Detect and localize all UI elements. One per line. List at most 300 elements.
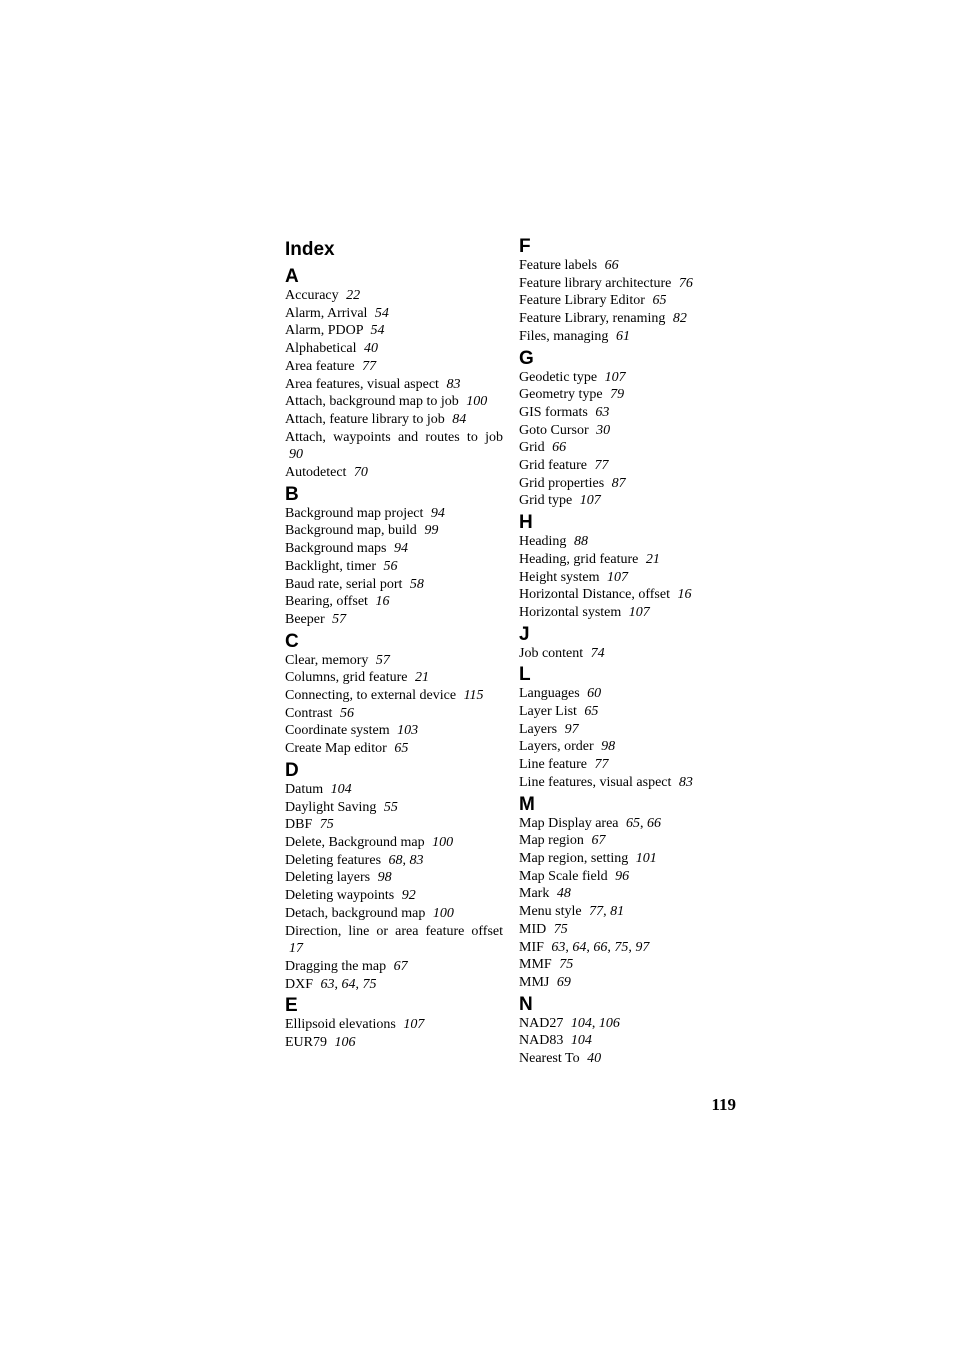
- index-entry: [519, 422, 741, 440]
- index-term: Menu style: [519, 904, 582, 920]
- page-reference[interactable]: 96: [615, 868, 630, 884]
- index-term: Height system: [519, 569, 600, 585]
- index-entry: [285, 905, 503, 923]
- index-entry: [519, 404, 741, 422]
- page-references: 63, 64, 75: [320, 976, 377, 992]
- section-letter: A: [285, 266, 299, 287]
- page-reference[interactable]: 77: [362, 358, 377, 374]
- index-entry: [519, 721, 741, 739]
- page-references: [376, 653, 390, 668]
- index-entry: [519, 756, 741, 774]
- page-reference[interactable]: 30: [596, 422, 611, 438]
- page-reference[interactable]: 65: [394, 741, 409, 757]
- index-term: Attach, waypoints and routes to job: [285, 429, 503, 445]
- index-entry: [285, 393, 503, 411]
- page-references: [362, 359, 376, 374]
- index-entry: [519, 815, 741, 833]
- index-term: Create Map editor: [285, 741, 387, 757]
- index-entry: [519, 604, 741, 622]
- index-entry: [519, 921, 741, 939]
- page-reference[interactable]: 83: [409, 852, 424, 868]
- section-letter: E: [285, 995, 298, 1017]
- index-entry: [285, 887, 503, 905]
- page-reference[interactable]: 107: [628, 604, 650, 620]
- page-reference[interactable]: 57: [332, 611, 347, 627]
- page-reference[interactable]: 67: [393, 958, 408, 974]
- page-references: [452, 412, 466, 427]
- page-references: [587, 1051, 601, 1066]
- index-term: Horizontal system: [519, 604, 622, 620]
- index-term: Deleting waypoints: [285, 888, 395, 904]
- index-term: Layers: [519, 721, 558, 737]
- page-reference[interactable]: 79: [610, 387, 625, 403]
- index-entry: [285, 781, 503, 799]
- page-references: [565, 722, 579, 737]
- page-reference[interactable]: 98: [377, 870, 392, 886]
- page-references: [679, 276, 693, 291]
- page-reference[interactable]: 115: [463, 688, 484, 704]
- index-term: Baud rate, serial port: [285, 576, 403, 592]
- page-reference[interactable]: 54: [374, 305, 389, 321]
- index-entry: [519, 645, 741, 663]
- index-term: Grid: [519, 440, 545, 456]
- section-letter: D: [285, 759, 299, 781]
- page-references: [410, 577, 424, 592]
- index-term: GIS formats: [519, 404, 588, 420]
- index-term: Clear, memory: [285, 652, 369, 668]
- page-references: [364, 341, 378, 356]
- page-references: [431, 506, 445, 521]
- index-column-right: [519, 236, 741, 1068]
- page-reference[interactable]: 75: [559, 957, 574, 973]
- index-entry: [285, 611, 503, 629]
- page-reference[interactable]: 65: [652, 293, 667, 309]
- index-entry: [285, 376, 503, 394]
- page-reference[interactable]: 92: [401, 888, 416, 904]
- page-references: [595, 405, 609, 420]
- page-references: [557, 886, 571, 901]
- index-entry: [519, 956, 741, 974]
- index-entry: [519, 903, 741, 921]
- page-reference[interactable]: 90: [289, 447, 303, 463]
- index-term: Grid feature: [519, 458, 588, 474]
- index-entry: [519, 868, 741, 886]
- page-references: [332, 612, 346, 627]
- index-term: Goto Cursor: [519, 422, 589, 438]
- index-entry: [519, 1032, 741, 1050]
- page-references: [557, 975, 571, 990]
- page-reference[interactable]: 56: [339, 705, 354, 721]
- index-entry: [519, 832, 741, 850]
- page-reference[interactable]: 63: [551, 939, 566, 955]
- index-entry: [285, 687, 503, 705]
- index-entry: [519, 774, 741, 792]
- page-reference[interactable]: 104: [570, 1015, 592, 1031]
- index-entry: [285, 505, 503, 523]
- index-term: Layer List: [519, 704, 577, 720]
- index-entry: [285, 1016, 503, 1034]
- index-entry: [285, 464, 503, 482]
- index-term: Coordinate system: [285, 723, 390, 739]
- page-reference[interactable]: 22: [346, 288, 361, 303]
- page-title: Index: [285, 239, 335, 260]
- page-reference[interactable]: 94: [393, 541, 408, 557]
- page-reference[interactable]: 70: [353, 465, 368, 481]
- index-entry: [519, 275, 741, 293]
- page-reference[interactable]: 97: [635, 939, 650, 955]
- page-reference[interactable]: 107: [403, 1017, 425, 1033]
- page-references: [580, 493, 601, 508]
- index-term: Autodetect: [285, 465, 347, 481]
- index-entry: [285, 1034, 503, 1052]
- page-reference[interactable]: 60: [587, 686, 602, 702]
- page-reference[interactable]: 66: [604, 258, 619, 273]
- index-term: Alarm, PDOP: [285, 323, 364, 339]
- index-term: Alarm, Arrival: [285, 305, 368, 321]
- index-entry: [285, 558, 503, 576]
- index-term: Alphabetical: [285, 341, 357, 357]
- page-reference[interactable]: 40: [364, 341, 379, 357]
- page-reference[interactable]: 48: [556, 886, 571, 902]
- index-term: Layers, order: [519, 739, 594, 755]
- index-term: Contrast: [285, 705, 333, 721]
- page-reference[interactable]: 101: [635, 850, 657, 866]
- page-reference[interactable]: 55: [383, 799, 398, 815]
- index-entry: [519, 569, 741, 587]
- index-term: Map region, setting: [519, 850, 629, 866]
- page-references: [289, 941, 303, 956]
- page-references: [371, 323, 385, 338]
- section-letter: G: [519, 347, 534, 369]
- page-reference[interactable]: 54: [370, 323, 385, 339]
- index-term: Accuracy: [285, 288, 339, 303]
- index-entry: [285, 852, 503, 870]
- index-term: Mark: [519, 886, 550, 902]
- index-entry: [519, 1050, 741, 1068]
- index-entry: [285, 540, 503, 558]
- page-references: [610, 387, 624, 402]
- page-reference[interactable]: 56: [383, 558, 398, 574]
- index-entry: [285, 958, 503, 976]
- page-references: [605, 370, 626, 385]
- page-reference[interactable]: 82: [672, 311, 687, 327]
- page-references: [673, 311, 687, 326]
- index-term: Horizontal Distance, offset: [519, 587, 670, 603]
- page-references: [552, 440, 566, 455]
- page-reference[interactable]: 98: [601, 739, 616, 755]
- page-reference[interactable]: 76: [678, 275, 693, 291]
- index-entry: [285, 305, 503, 323]
- index-term: Dragging the map: [285, 958, 387, 974]
- index-entry: [285, 799, 503, 817]
- index-entry: [519, 533, 741, 551]
- section-letter: L: [519, 664, 531, 686]
- index-term: Nearest To: [519, 1051, 580, 1067]
- index-term: Area features, visual aspect: [285, 376, 439, 392]
- page-reference[interactable]: 40: [587, 1051, 602, 1067]
- page-reference[interactable]: 83: [446, 376, 461, 392]
- page-references: [397, 723, 418, 738]
- index-entry: [285, 869, 503, 887]
- index-term: Feature labels: [519, 258, 598, 273]
- index-term: Datum: [285, 781, 324, 797]
- index-term: Deleting layers: [285, 870, 371, 886]
- page-reference[interactable]: 103: [397, 723, 419, 739]
- index-term: DBF: [285, 817, 313, 833]
- page-reference[interactable]: 107: [607, 569, 628, 585]
- index-entry: [285, 834, 503, 852]
- page-reference[interactable]: 77: [594, 757, 609, 773]
- index-entry: [519, 492, 741, 510]
- page-reference[interactable]: 57: [375, 652, 390, 668]
- page-references: [331, 782, 352, 797]
- page-references: [615, 869, 629, 884]
- page-reference[interactable]: 107: [579, 493, 601, 509]
- page-reference[interactable]: 68: [388, 852, 403, 868]
- section-letter: M: [519, 793, 535, 815]
- page-references: [446, 377, 460, 392]
- index-entry: [519, 369, 741, 387]
- section-letter: C: [285, 630, 299, 652]
- index-entry: [519, 292, 741, 310]
- index-entry: [519, 328, 741, 346]
- page-references: [335, 1035, 356, 1050]
- page-reference[interactable]: 88: [573, 534, 588, 550]
- page-references: [616, 329, 630, 344]
- index-term: Job content: [519, 645, 584, 661]
- page-references: [596, 423, 610, 438]
- page-reference[interactable]: 58: [409, 576, 424, 592]
- page-references: [378, 870, 392, 885]
- page-reference[interactable]: 21: [645, 551, 660, 567]
- page-references: [679, 775, 693, 790]
- section-letter: F: [519, 236, 531, 257]
- index-term: Daylight Saving: [285, 799, 377, 815]
- page-reference[interactable]: 94: [430, 505, 445, 521]
- page-references: [584, 704, 598, 719]
- page-references: [394, 741, 408, 756]
- index-term: Languages: [519, 686, 580, 702]
- page-references: 65, 66: [626, 815, 662, 831]
- page-references: [605, 258, 619, 273]
- page-reference[interactable]: 99: [424, 523, 439, 539]
- index-entry: [519, 257, 741, 275]
- page-references: 104, 106: [570, 1015, 620, 1031]
- page-references: [394, 541, 408, 556]
- page-references: [571, 1033, 592, 1048]
- index-term: Line features, visual aspect: [519, 774, 672, 790]
- index-entry: [285, 576, 503, 594]
- page-reference[interactable]: 87: [611, 475, 626, 491]
- index-term: MID: [519, 921, 547, 937]
- index-term: Ellipsoid elevations: [285, 1017, 396, 1033]
- page-references: [424, 523, 438, 538]
- index-term: Attach, background map to job: [285, 394, 459, 410]
- index-term: Files, managing: [519, 328, 609, 344]
- page-reference[interactable]: 75: [553, 921, 568, 937]
- page-reference[interactable]: 75: [614, 939, 629, 955]
- page-references: [554, 922, 568, 937]
- index-entry: [519, 586, 741, 604]
- page-reference[interactable]: 77: [589, 904, 604, 920]
- index-term: MMF: [519, 957, 552, 973]
- index-term: Background map project: [285, 505, 424, 521]
- index-term: Connecting, to external device: [285, 688, 457, 704]
- index-entry: [285, 976, 503, 994]
- page-references: [402, 888, 416, 903]
- page-references: [646, 552, 660, 567]
- index-entry: [519, 1015, 741, 1033]
- page-reference[interactable]: 81: [610, 904, 625, 920]
- page-reference[interactable]: 66: [552, 440, 567, 456]
- index-term: Deleting features: [285, 852, 382, 868]
- index-term: Heading, grid feature: [519, 551, 639, 567]
- page-reference[interactable]: 75: [319, 817, 334, 833]
- page-references: [652, 293, 666, 308]
- page-references: [415, 670, 429, 685]
- index-column-left: [285, 236, 503, 1052]
- index-entry: [285, 669, 503, 687]
- page-reference[interactable]: 16: [375, 594, 390, 610]
- page-references: [375, 594, 389, 609]
- index-term: Backlight, timer: [285, 558, 376, 574]
- page-number: 119: [711, 1095, 736, 1114]
- index-term: Background map, build: [285, 523, 417, 539]
- page-reference[interactable]: 104: [570, 1033, 592, 1049]
- page-reference[interactable]: 104: [330, 781, 352, 797]
- index-entry: [285, 740, 503, 758]
- index-entry: [285, 429, 503, 464]
- page-references: [384, 800, 398, 815]
- page-reference[interactable]: 65: [626, 815, 641, 831]
- index-entry: [285, 322, 503, 340]
- index-entry: [285, 705, 503, 723]
- index-entry: [519, 974, 741, 992]
- page-reference[interactable]: 107: [604, 369, 626, 385]
- index-term: Feature Library, renaming: [519, 311, 666, 327]
- page-references: [587, 686, 601, 701]
- page-reference[interactable]: 83: [678, 774, 693, 790]
- index-entry: [285, 411, 503, 429]
- page-references: [383, 559, 397, 574]
- index-term: MIF: [519, 939, 544, 955]
- index-entry: [519, 685, 741, 703]
- index-entry: [519, 738, 741, 756]
- page-reference[interactable]: 100: [432, 834, 454, 850]
- page-reference[interactable]: 66: [647, 815, 662, 831]
- index-term: Grid type: [519, 493, 573, 509]
- page-reference[interactable]: 100: [466, 394, 488, 410]
- index-entry: [519, 386, 741, 404]
- index-term: Heading: [519, 534, 567, 550]
- index-term: Direction, line or area feature offset: [285, 923, 503, 939]
- page-reference[interactable]: 106: [334, 1035, 356, 1051]
- page-references: [464, 688, 484, 703]
- page-reference[interactable]: 66: [593, 939, 608, 955]
- index-term: Geometry type: [519, 387, 603, 403]
- section-letter: B: [285, 483, 299, 505]
- index-term: Map Display area: [519, 815, 619, 831]
- page-reference[interactable]: 21: [414, 670, 429, 686]
- page-references: [403, 1017, 424, 1032]
- page-reference[interactable]: 63: [595, 404, 610, 420]
- page-references: [612, 476, 626, 491]
- index-term: Bearing, offset: [285, 594, 368, 610]
- page-references: [394, 959, 408, 974]
- page-reference[interactable]: 74: [590, 645, 605, 661]
- index-entry: [519, 551, 741, 569]
- index-term: Map Scale field: [519, 868, 608, 884]
- index-term: DXF: [285, 976, 314, 992]
- page-references: [320, 817, 334, 832]
- page-reference[interactable]: 61: [615, 328, 630, 344]
- page-references: 77, 81: [589, 904, 625, 920]
- page-reference[interactable]: 77: [594, 458, 609, 474]
- section-letter: H: [519, 512, 533, 534]
- index-entry: [285, 522, 503, 540]
- page-reference[interactable]: 64: [572, 939, 587, 955]
- page-reference[interactable]: 100: [432, 905, 454, 921]
- page-references: [591, 646, 605, 661]
- page-reference[interactable]: 17: [289, 941, 303, 957]
- page-references: 63, 64, 66, 75, 97: [551, 939, 650, 955]
- page-reference[interactable]: 84: [452, 411, 467, 427]
- index-term: Columns, grid feature: [285, 670, 408, 686]
- page-references: [340, 706, 354, 721]
- page-reference[interactable]: 16: [677, 587, 692, 603]
- index-term: Map region: [519, 833, 584, 849]
- page-reference[interactable]: 67: [591, 833, 606, 849]
- page-references: [636, 851, 657, 866]
- index-term: EUR79: [285, 1035, 327, 1051]
- page-references: [574, 534, 588, 549]
- page-reference[interactable]: 64: [341, 976, 356, 992]
- index-term: Beeper: [285, 611, 325, 627]
- page-references: [346, 288, 360, 303]
- page-reference[interactable]: 97: [564, 721, 579, 737]
- page-reference[interactable]: 106: [598, 1015, 620, 1031]
- index-entry: [519, 457, 741, 475]
- index-entry: [519, 885, 741, 903]
- index-entry: [519, 439, 741, 457]
- index-entry: [519, 939, 741, 957]
- page-references: [466, 394, 487, 409]
- index-term: Line feature: [519, 757, 588, 773]
- index-entry: [519, 850, 741, 868]
- page-references: 68, 83: [388, 852, 424, 868]
- page-reference[interactable]: 63: [320, 976, 335, 992]
- index-term: Attach, feature library to job: [285, 411, 445, 427]
- page-references: [375, 306, 389, 321]
- page-references: [677, 587, 691, 602]
- page-reference[interactable]: 69: [556, 974, 571, 990]
- index-entry: [285, 593, 503, 611]
- index-entry: [519, 703, 741, 721]
- index-term: Geodetic type: [519, 369, 598, 385]
- index-term: Feature library architecture: [519, 275, 672, 291]
- index-term: NAD83: [519, 1033, 564, 1049]
- page-references: [289, 447, 303, 462]
- page-references: [354, 465, 368, 480]
- index-entry: [285, 923, 503, 958]
- page-references: [595, 757, 609, 772]
- page-references: [432, 835, 453, 850]
- page-reference[interactable]: 65: [584, 704, 599, 720]
- index-term: Feature Library Editor: [519, 293, 645, 309]
- index-term: Detach, background map: [285, 905, 426, 921]
- index-term: Delete, Background map: [285, 834, 425, 850]
- page-reference[interactable]: 75: [362, 976, 377, 992]
